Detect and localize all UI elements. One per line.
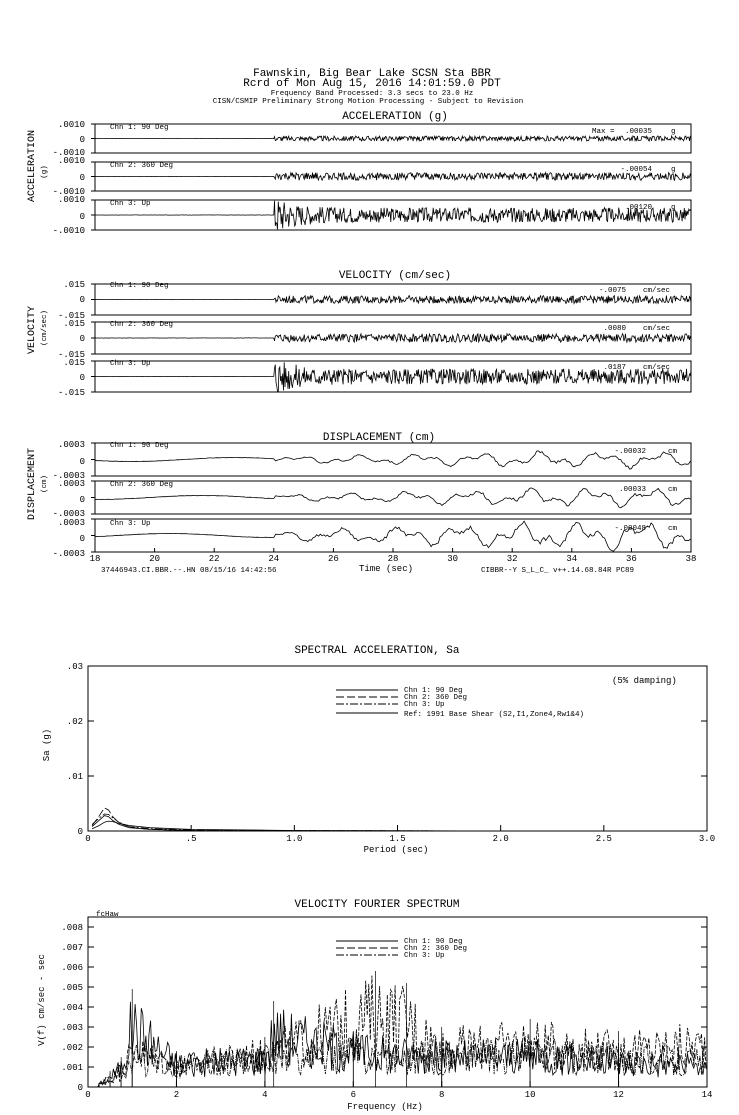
acc-ch2-unit: g: [671, 166, 676, 174]
disp-ch2-max: .00033: [618, 486, 646, 494]
acc-ch1-scale-zero: 0: [79, 135, 85, 145]
velocity-unit-label: (cm/sec): [41, 309, 49, 347]
vel-ch1-trace: [95, 296, 691, 304]
acceleration-panel: [27, 111, 691, 236]
vel-ch3-unit: cm/sec: [643, 364, 671, 372]
disp-ch3-max: -.00048: [614, 525, 646, 533]
acc-ch1-scale-top: .0010: [57, 120, 85, 130]
fft-ytick-label-.005: .005: [61, 983, 83, 993]
vel-ch3-label: Chn 3: Up: [110, 360, 151, 368]
fourier-legend: [336, 938, 467, 960]
vel-ch2-scale-top: .015: [63, 319, 85, 329]
vel-ch1-unit: cm/sec: [643, 287, 671, 295]
acc-ch2-scale-bottom: -.0010: [52, 187, 85, 197]
vel-ch1-max: -.0075: [598, 287, 626, 295]
acc-ch3-scale-bottom: -.0010: [52, 226, 85, 236]
fft-xtick-label-2: 2: [173, 1090, 180, 1100]
acc-ch2-scale-top: .0010: [57, 156, 85, 166]
fft-legend-ch1: Chn 1: 90 Deg: [404, 938, 463, 946]
header-band: Frequency Band Processed: 3.3 secs to 23.0 Hz: [270, 90, 474, 98]
acceleration-side-label: ACCELERATION: [27, 129, 38, 203]
time-tick-label-20: 20: [149, 554, 161, 564]
time-tick-label-26: 26: [327, 554, 339, 564]
sa-xtick-label-1.5: 1.5: [389, 834, 406, 844]
time-axis-label: Time (sec): [358, 564, 414, 574]
acc-ch2-scale-zero: 0: [79, 173, 85, 183]
time-tick-label-38: 38: [685, 554, 697, 564]
disp-ch2-scale-zero: 0: [79, 495, 85, 505]
fourier-ylabel: V(f) cm/sec - sec: [37, 954, 47, 1046]
fft-xtick-label-4: 4: [262, 1090, 268, 1100]
fourier-curves: [90, 971, 707, 1087]
header-record: Rcrd of Mon Aug 15, 2016 14:01:59.0 PDT: [243, 78, 501, 90]
time-axis-ticks: [90, 548, 697, 564]
header-station: Fawnskin, Big Bear Lake SCSN Sta BBR: [253, 68, 491, 80]
spectral-xlabel: Period (sec): [363, 845, 429, 855]
sa-xtick-label-1.0: 1.0: [286, 834, 303, 844]
disp-ch2-scale-top: .0003: [57, 479, 85, 489]
fft-ytick-label-.003: .003: [61, 1023, 83, 1033]
sa-curve-1: [92, 808, 707, 831]
fft-ytick-label-.008: .008: [61, 923, 83, 933]
fft-ytick-label-.004: .004: [61, 1003, 83, 1013]
displacement-title: DISPLACEMENT (cm): [322, 432, 436, 444]
vel-ch3-max: .0187: [603, 364, 626, 372]
sa-ytick-label-0: 0: [77, 827, 83, 837]
sa-curve-2: [92, 814, 707, 831]
acc-ch2-label: Chn 2: 360 Deg: [110, 162, 174, 170]
displacement-unit-label: (cm): [41, 474, 49, 494]
time-tick-label-30: 30: [447, 554, 459, 564]
footer-left-id: 37446943.CI.BBR.--.HN 08/15/16 14:42:56: [101, 567, 277, 575]
disp-ch2-label: Chn 2: 360 Deg: [110, 481, 174, 489]
spectral-legend: [336, 687, 584, 719]
fft-xtick-label-0: 0: [85, 1090, 91, 1100]
spectral-x-ticks: [85, 825, 715, 844]
spectral-acceleration-panel: [42, 645, 715, 855]
fft-ytick-label-.006: .006: [61, 963, 83, 973]
disp-ch2-scale-bottom: -.0003: [52, 509, 85, 519]
acc-ch2-max: -.00054: [620, 166, 652, 174]
disp-ch3-label: Chn 3: Up: [110, 520, 151, 528]
sa-curve-3: [92, 821, 707, 831]
fft-ytick-label-.001: .001: [61, 1063, 83, 1073]
legend-ch1: Chn 1: 90 Deg: [404, 687, 463, 695]
disp-ch1-label: Chn 1: 90 Deg: [110, 442, 169, 450]
acc-ch1-scale-bottom: -.0010: [52, 148, 85, 158]
fft-xtick-label-14: 14: [701, 1090, 713, 1100]
vel-ch1-label: Chn 1: 90 Deg: [110, 282, 169, 290]
fft-xtick-label-10: 10: [524, 1090, 536, 1100]
vel-ch2-trace: [95, 334, 691, 342]
disp-ch1-unit: cm: [668, 448, 678, 456]
vel-ch3-trace: [95, 362, 691, 391]
vel-ch2-max: .0080: [603, 325, 626, 333]
acc-ch1-label: Chn 1: 90 Deg: [110, 124, 169, 132]
vel-ch3-scale-zero: 0: [79, 373, 85, 383]
disp-ch2-frame: [95, 481, 691, 514]
vel-ch2-scale-bottom: -.015: [57, 350, 85, 360]
acc-ch3-label: Chn 3: Up: [110, 200, 151, 208]
fft-xtick-label-8: 8: [439, 1090, 445, 1100]
acc-ch1-max: .00035: [624, 128, 652, 136]
time-tick-label-34: 34: [566, 554, 578, 564]
spectral-ylabel: Sa (g): [42, 728, 52, 762]
spectral-title: SPECTRAL ACCELERATION, Sa: [294, 645, 460, 657]
disp-ch1-trace: [95, 451, 690, 469]
time-tick-label-28: 28: [387, 554, 399, 564]
acc-ch3-unit: g: [671, 204, 676, 212]
legend-ch3: Chn 3: Up: [404, 701, 445, 709]
vel-ch1-scale-top: .015: [63, 280, 85, 290]
sa-ytick-label-.01: .01: [66, 772, 83, 782]
displacement-side-label: DISPLACEMENT: [27, 447, 38, 521]
velocity-panel: [27, 270, 691, 398]
fft-legend-ch2: Chn 2: 360 Deg: [404, 945, 468, 953]
sa-xtick-label-2.0: 2.0: [492, 834, 509, 844]
acceleration-unit-label: (g): [41, 165, 49, 179]
vel-ch2-label: Chn 2: 360 Deg: [110, 321, 174, 329]
time-tick-label-32: 32: [506, 554, 518, 564]
disp-ch3-trace: [95, 521, 690, 551]
disp-ch2-trace: [95, 488, 690, 508]
spectral-damping: (5% damping): [612, 676, 677, 686]
time-tick-label-24: 24: [268, 554, 280, 564]
acceleration-title: ACCELERATION (g): [342, 111, 448, 123]
disp-ch3-unit: cm: [668, 525, 678, 533]
sa-xtick-label-.5: .5: [185, 834, 197, 844]
fft-ytick-label-.007: .007: [61, 943, 83, 953]
acc-ch3-max: .00120: [624, 204, 652, 212]
sa-ytick-label-.03: .03: [66, 662, 83, 672]
disp-ch3-scale-zero: 0: [79, 534, 85, 544]
vel-ch1-scale-bottom: -.015: [57, 311, 85, 321]
report-header: [213, 68, 524, 106]
disp-ch1-scale-top: .0003: [57, 440, 85, 450]
footer-right-id: CIBBR--Y S_L_C_ v++.14.68.84R PC89: [481, 567, 635, 575]
spectral-curves: [92, 808, 707, 831]
fft-xtick-label-6: 6: [350, 1090, 356, 1100]
fourier-title: VELOCITY FOURIER SPECTRUM: [294, 899, 460, 911]
acc-ch1-trace: [95, 136, 691, 141]
fourier-spectrum-panel: [37, 899, 712, 1112]
acc-ch3-trace: [95, 201, 691, 230]
vel-ch2-scale-zero: 0: [79, 334, 85, 344]
vel-ch1-scale-zero: 0: [79, 295, 85, 305]
fft-xtick-label-12: 12: [613, 1090, 624, 1100]
disp-ch1-scale-bottom: -.0003: [52, 471, 85, 481]
displacement-panel: [27, 432, 696, 575]
spectral-y-ticks: [67, 662, 707, 837]
vel-ch3-scale-top: .015: [63, 358, 85, 368]
time-tick-label-22: 22: [208, 554, 220, 564]
acc-ch1-unit: g: [671, 128, 676, 136]
disp-ch3-scale-bottom: -.0003: [52, 549, 85, 559]
legend-ch2: Chn 2: 360 Deg: [404, 694, 468, 702]
fft-ytick-label-0: 0: [77, 1083, 83, 1093]
fft-legend-ch3: Chn 3: Up: [404, 952, 445, 960]
fourier-xlabel: Frequency (Hz): [347, 1102, 423, 1112]
header-disclaimer: CISN/CSMIP Preliminary Strong Motion Processing - Subject to Revision: [212, 98, 524, 106]
fft-ytick-label-.002: .002: [61, 1043, 83, 1053]
sa-xtick-label-2.5: 2.5: [595, 834, 612, 844]
velocity-side-label: VELOCITY: [27, 305, 38, 355]
time-tick-label-18: 18: [89, 554, 101, 564]
spectral-frame: [88, 666, 707, 831]
sa-xtick-label-0: 0: [85, 834, 91, 844]
vel-ch3-scale-bottom: -.015: [57, 388, 85, 398]
sa-curve-0: [92, 816, 707, 831]
disp-ch2-unit: cm: [668, 486, 678, 494]
vel-ch2-unit: cm/sec: [643, 325, 671, 333]
fourier-corner-label: fcHaw: [96, 911, 119, 919]
legend-ref: Ref: 1991 Base Shear (S2,I1,Zone4,Rw1&4): [404, 711, 585, 719]
acc-ch3-scale-top: .0010: [57, 195, 85, 205]
velocity-title: VELOCITY (cm/sec): [338, 270, 452, 282]
time-tick-label-36: 36: [625, 554, 637, 564]
fft-curve-1: [90, 976, 706, 1087]
acc-ch2-trace: [95, 173, 691, 181]
disp-ch1-max: -.00032: [614, 448, 646, 456]
acc-ch3-scale-zero: 0: [79, 212, 85, 222]
disp-ch3-scale-top: .0003: [57, 518, 85, 528]
sa-xtick-label-3.0: 3.0: [698, 834, 716, 844]
disp-ch1-scale-zero: 0: [79, 457, 85, 467]
acc-max-prefix: Max =: [592, 128, 615, 136]
sa-ytick-label-.02: .02: [66, 717, 83, 727]
